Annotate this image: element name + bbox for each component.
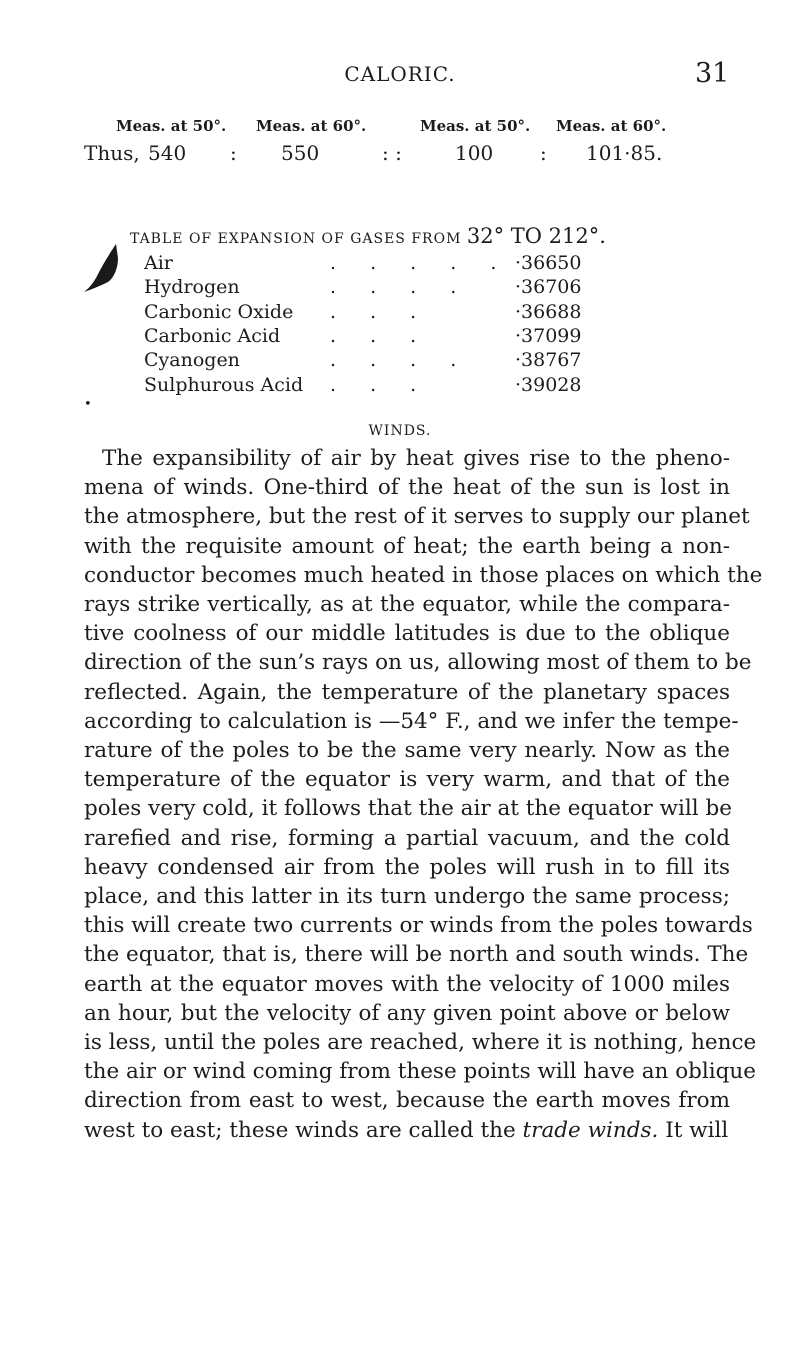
stray-ink-dot: • <box>84 397 92 412</box>
dot-leader: . . . . . <box>330 252 511 274</box>
text-line: this will create two currents or winds from the poles towards <box>84 913 753 939</box>
dot-leader: . . . . <box>330 276 471 299</box>
gas-name: Carbonic Acid <box>144 324 281 347</box>
section-title: WINDS. <box>368 423 432 439</box>
running-header: CALORIC. <box>344 62 456 86</box>
text-segment: It will <box>658 1117 729 1143</box>
text-line: the air or wind coming from these points will have an oblique <box>84 1059 756 1085</box>
text-line: rature of the poles to be the same very nearly. Now as the <box>84 738 730 764</box>
text-line: rays strike vertically, as at the equator, while the compara- <box>84 592 730 618</box>
text-line <box>84 1116 730 1145</box>
text-line: according to calculation is —54° F., and we infer the tempe- <box>84 708 739 734</box>
trade-winds-term: trade winds. <box>522 1117 659 1143</box>
text-line: temperature of the equator is very warm, and that of the <box>84 767 730 793</box>
measurement-label: Meas. at 60°. <box>556 117 667 135</box>
table-title <box>130 224 606 248</box>
measurement-value: 540 <box>148 141 187 165</box>
text-line: with the requisite amount of heat; the earth being a non- <box>84 533 730 559</box>
separator: : <box>540 141 547 165</box>
page-number: 31 <box>695 58 730 89</box>
gas-name: Sulphurous Acid <box>144 373 304 396</box>
table-title-range: 32° TO 212°. <box>466 224 606 248</box>
gas-name: Air <box>144 252 173 274</box>
measurement-value: 100 <box>455 141 494 165</box>
dot-leader: . . . . <box>330 349 471 372</box>
text-line: The expansibility of air by heat gives rise to the pheno- <box>102 446 730 471</box>
measurement-label: Meas. at 50°. <box>116 117 227 135</box>
separator: : : <box>382 141 402 165</box>
thus-label: Thus, <box>84 141 140 165</box>
text-line: reflected. Again, the temperature of the planetary spaces <box>84 679 730 705</box>
expansion-value: ·36688 <box>515 300 582 323</box>
body-paragraph <box>84 444 763 1145</box>
text-line: tive coolness of our middle latitudes is due to the oblique <box>84 621 730 647</box>
text-line: place, and this latter in its turn undergo the same process; <box>84 884 730 910</box>
table-title-prefix: TABLE OF EXPANSION OF GASES FROM <box>130 231 462 247</box>
text-line: rarefied and rise, forming a partial vacuum, and the cold <box>84 825 730 851</box>
text-line: the equator, that is, there will be north and south winds. The <box>84 942 749 968</box>
expansion-value: ·37099 <box>515 324 582 347</box>
text-line: the atmosphere, but the rest of it serves to supply our planet <box>84 504 750 530</box>
text-line: mena of winds. One-third of the heat of the sun is lost in <box>84 475 730 501</box>
text-line: an hour, but the velocity of any given point above or below <box>84 1000 730 1026</box>
separator: : <box>230 141 237 165</box>
measurement-value: 101·85. <box>586 141 663 165</box>
dot-leader: . . . <box>330 324 431 347</box>
text-segment: west to east; these winds are called the <box>84 1117 523 1143</box>
measurement-label: Meas. at 60°. <box>256 117 367 135</box>
expansion-value: ·36650 <box>515 252 582 274</box>
gas-name: Carbonic Oxide <box>144 300 294 323</box>
text-line: direction of the sun’s rays on us, allowing most of them to be <box>84 650 752 676</box>
expansion-value: ·36706 <box>515 276 582 299</box>
text-line: poles very cold, it follows that the air at the equator will be <box>84 796 732 822</box>
dot-leader: . . . <box>330 373 431 396</box>
measurement-value: 550 <box>281 141 320 165</box>
gas-name: Cyanogen <box>144 349 240 372</box>
text-line: direction from east to west, because the earth moves from <box>84 1088 730 1114</box>
text-line: conductor becomes much heated in those places on which the <box>84 562 763 588</box>
measurement-label: Meas. at 50°. <box>420 117 531 135</box>
expansion-value: ·38767 <box>515 349 582 372</box>
dot-leader: . . . <box>330 300 431 323</box>
text-line: earth at the equator moves with the velocity of 1000 miles <box>84 971 730 997</box>
text-line: is less, until the poles are reached, where it is nothing, hence <box>84 1030 757 1056</box>
text-line: heavy condensed air from the poles will rush in to fill its <box>84 854 730 880</box>
gas-name: Hydrogen <box>144 276 240 299</box>
expansion-value: ·39028 <box>515 373 582 396</box>
